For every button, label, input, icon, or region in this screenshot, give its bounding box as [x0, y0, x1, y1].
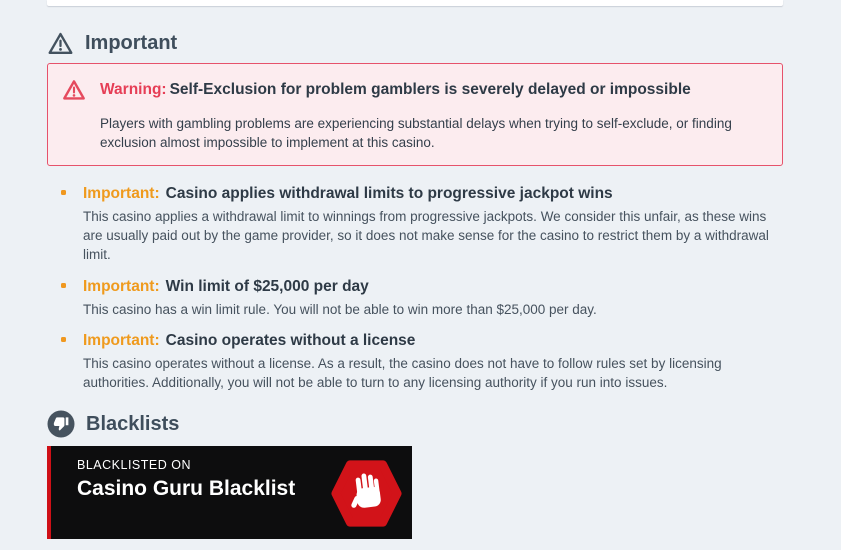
important-item-title-line [83, 185, 783, 203]
blacklists-section-heading [47, 410, 783, 438]
important-item-title-line [83, 332, 783, 350]
casino-guru-blacklist-card[interactable] [47, 446, 412, 539]
warning-triangle-icon [47, 31, 74, 56]
important-section-heading [47, 30, 783, 57]
blacklisted-on-label: BLACKLISTED ON [77, 458, 191, 472]
exclamation-icon [60, 335, 66, 342]
warning-title-line [100, 79, 691, 100]
important-item-withdrawal-limits [47, 185, 783, 264]
important-item-title-line [83, 278, 783, 296]
casino-review-warnings-panel [47, 0, 783, 539]
important-item-title: Win limit of $25,000 per day [165, 278, 369, 295]
important-item-no-license [47, 332, 783, 392]
blacklists-section [47, 410, 783, 539]
warning-body-text: Players with gambling problems are experiencing substantial delays when trying to self-exclude, or finding exclusion almost impossible to implement at this casino. [100, 116, 732, 150]
blacklists-section-heading-label: Blacklists [86, 412, 180, 435]
thumbs-down-icon [47, 410, 75, 438]
important-label: Important: [83, 332, 160, 349]
warning-label: Warning: [100, 81, 167, 98]
important-section [47, 30, 783, 392]
stop-hand-icon [330, 456, 403, 531]
important-label: Important: [83, 185, 160, 202]
self-exclusion-warning-box [47, 63, 783, 166]
exclamation-icon [60, 281, 66, 288]
important-label: Important: [83, 278, 160, 295]
important-item-title: Casino operates without a license [165, 332, 416, 349]
blacklist-name: Casino Guru Blacklist [77, 477, 296, 500]
exclamation-icon [60, 188, 66, 195]
important-item-win-limit [47, 278, 783, 319]
important-section-heading-label: Important [85, 32, 178, 54]
important-item-body: This casino operates without a license. As a result, the casino does not have to follow rules set by licensing authorities. Additionally, you will not be able to turn to any licensing authority if you run into issues. [83, 356, 722, 390]
important-item-body: This casino applies a withdrawal limit to winnings from progressive jackpots. We consider this unfair, as these wins are usually paid out by the game provider, so it does not make sense for the casino to restrict them by a withdrawal limit. [83, 209, 769, 262]
warning-title: Self-Exclusion for problem gamblers is severely delayed or impossible [169, 81, 691, 98]
important-item-title: Casino applies withdrawal limits to progressive jackpot wins [165, 185, 613, 202]
warning-triangle-red-icon [62, 79, 86, 106]
important-item-body: This casino has a win limit rule. You will not be able to win more than $25,000 per day. [83, 302, 597, 317]
